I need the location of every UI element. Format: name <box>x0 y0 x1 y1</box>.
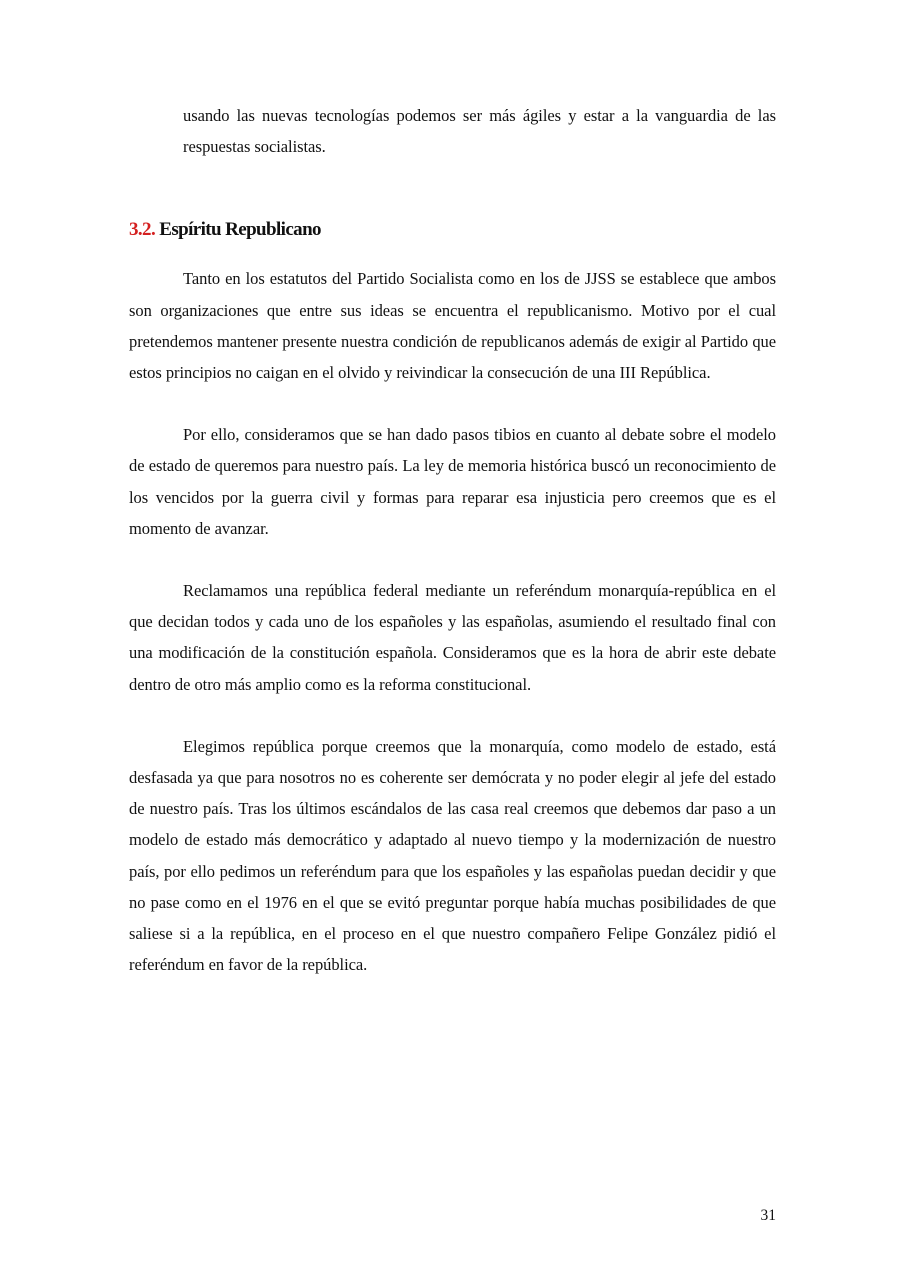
document-page <box>129 100 776 980</box>
paragraph-federal-republic: Reclamamos una república federal mediante un referéndum monarquía-república en el que decidan todos y cada uno de los españoles y las españolas, asumiendo el resultado final con una modificación de la constitución española. Consideramos que es la hora de abrir este debate dentro de otro más amplio como es la reforma constitucional. <box>129 581 776 694</box>
section-number: 3.2. <box>129 219 156 241</box>
page-number: 31 <box>760 1207 776 1224</box>
paragraph-historical-memory: Por ello, consideramos que se han dado pasos tibios en cuanto al debate sobre el modelo de estado de queremos para nuestro país. La ley de memoria histórica buscó un reconocimiento de los vencidos por la guerra civil y formas para reparar esa injusticia pero creemos que es el momento de avanzar. <box>129 425 776 538</box>
paragraph-statutes: Tanto en los estatutos del Partido Socialista como en los de JJSS se establece que ambos son organizaciones que entre sus ideas se encuentra el republicanismo. Motivo por el cual pretendemos mantener presente nuestra condición de republicanos además de exigir al Partido que estos principios no caigan en el olvido y reivindicar la consecución de una III República. <box>129 269 776 383</box>
continuation-paragraph: usando las nuevas tecnologías podemos ser más ágiles y estar a la vanguardia de las respuestas socialistas. <box>183 106 776 157</box>
section-title: Espíritu Republicano <box>159 219 321 241</box>
section-heading <box>129 215 776 245</box>
paragraph-why-republic: Elegimos república porque creemos que la monarquía, como modelo de estado, está desfasada ya que para nosotros no es coherente ser demócrata y no poder elegir al jefe del estado de nuestro país. Tras los últimos escándalos de las casa real creemos que debemos dar paso a un modelo de estado más democrático y adaptado al nuevo tiempo y la modernización de nuestro país, por ello pedimos un referéndum para que los españoles y las españolas puedan decidir y que no pase como en el 1976 en el que se evitó preguntar porque había muchas posibilidades de que saliese si a la república, en el proceso en el que nuestro compañero Felipe González pidió el referéndum en favor de la república. <box>129 736 776 975</box>
